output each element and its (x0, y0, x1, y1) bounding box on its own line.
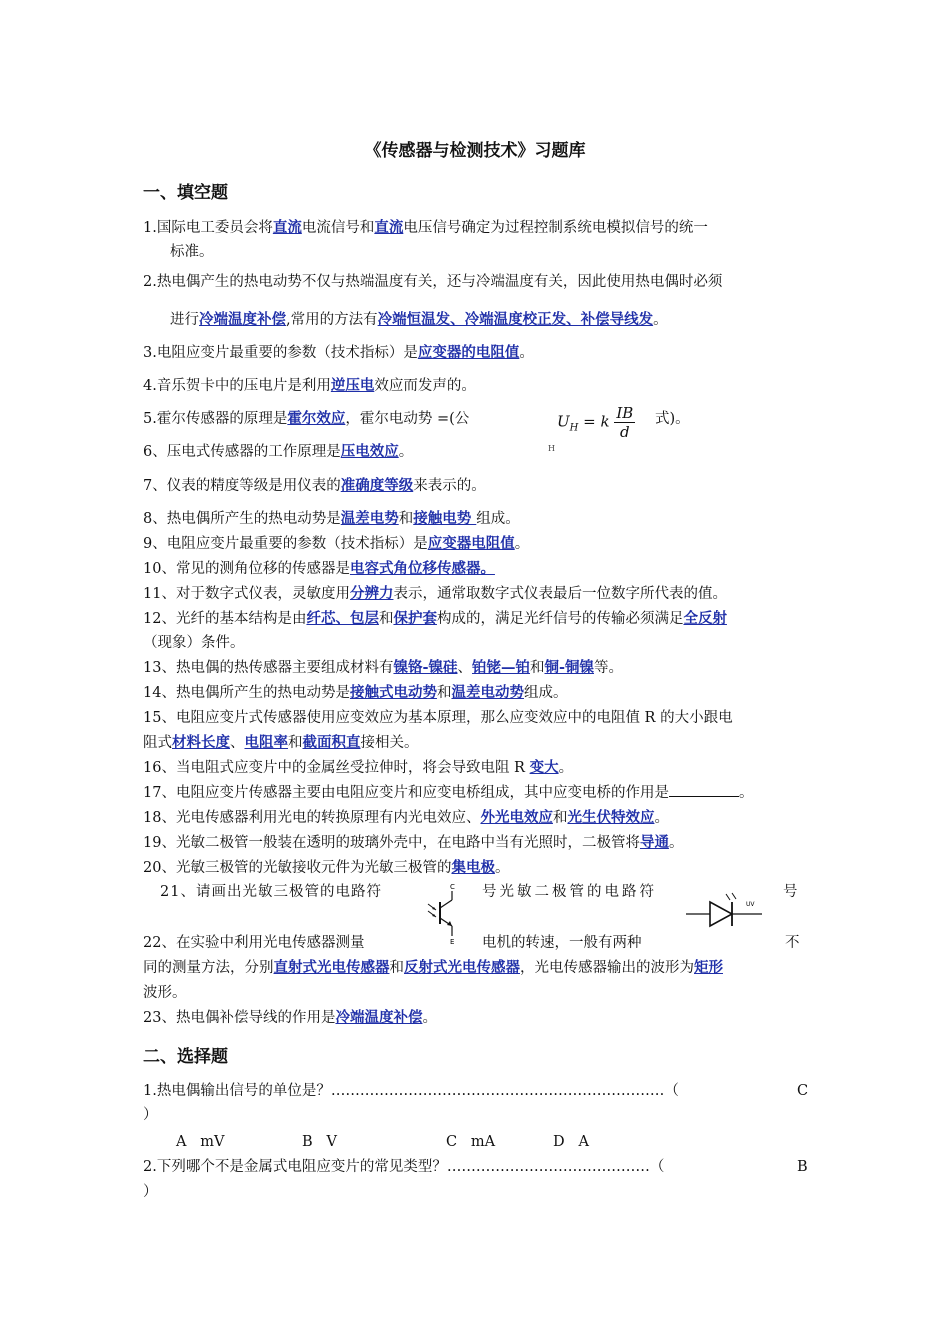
question-22-cont-2 (143, 981, 813, 1005)
q4-answer: 逆压电 (330, 377, 375, 394)
question-22 (143, 931, 813, 955)
phototransistor-emitter-label: E (450, 938, 455, 946)
q15-text-3: 、 (230, 735, 245, 751)
q13-answer-1: 镍铬-镍硅 (393, 659, 458, 676)
q15-text-2: 阻式 (143, 735, 172, 751)
formula-subscript: H (569, 422, 579, 434)
q5-text-2: ，霍尔电动势 =(公 (345, 411, 470, 427)
question-4 (143, 374, 813, 398)
c1-option-d: D A (553, 1134, 589, 1150)
q19-answer: 导通 (639, 834, 669, 851)
q9-text-2: 。 (514, 536, 530, 552)
q1-text-4: 标准。 (170, 244, 214, 260)
q2-text-3: ,常用的方法有 (286, 312, 378, 328)
q10-answer: 电容式角位移传感器。 (349, 560, 495, 577)
q5-answer: 霍尔效应 (287, 410, 346, 427)
question-12 (143, 607, 813, 631)
question-12-cont (143, 631, 813, 655)
q22-text-6: ，光电传感器输出的波形为 (520, 960, 694, 976)
q17-text-2: 。 (738, 785, 754, 801)
c1-option-a: A mV (176, 1134, 225, 1150)
q22-text-7: 波形。 (143, 985, 187, 1001)
q2-text: 2.热电偶产生的热电动势不仅与热端温度有关，还与冷端温度有关，因此使用热电偶时必须 (143, 274, 723, 290)
q18-text: 18、光电传感器利用光电的转换原理有内光电效应、 (143, 810, 481, 826)
q13-text-2: 、 (457, 660, 472, 676)
q1-text-2: 电流信号和 (301, 220, 375, 236)
question-10 (143, 557, 813, 581)
q9-text: 9、电阻应变片最重要的参数（技术指标）是 (143, 536, 428, 552)
q22-text-3: 不 (785, 935, 800, 951)
q11-answer: 分辨力 (349, 585, 394, 602)
q13-text-4: 等。 (594, 660, 624, 676)
c2-answer: B (797, 1159, 808, 1175)
q22-text-2: 电机的转速，一般有两种 (482, 935, 642, 951)
phototransistor-collector-label: C (450, 883, 455, 891)
question-20 (143, 856, 813, 880)
c2-close: ） (143, 1184, 158, 1200)
c1-option-c: C mA (446, 1134, 496, 1150)
photodiode-symbol (686, 890, 766, 936)
q14-text: 14、热电偶所产生的热电动势是 (143, 685, 350, 701)
question-8 (143, 507, 813, 531)
c1-question: 1.热电偶输出信号的单位是？……………………………………………………………（ (143, 1083, 679, 1099)
question-15-cont (143, 731, 813, 755)
q8-answer-2: 接触电势 (413, 510, 477, 527)
q23-text-2: 。 (422, 1010, 437, 1026)
q4-text: 4.音乐贺卡中的压电片是利用 (143, 378, 331, 394)
question-17 (143, 781, 813, 805)
q7-text-2: 来表示的。 (413, 478, 486, 494)
q21-text-2: 号光敏二极管的电路符 (482, 884, 657, 900)
q15-text-4: 和 (288, 735, 303, 751)
q2-text-4: 。 (653, 312, 668, 328)
q15-answer-1: 材料长度 (172, 734, 230, 751)
q12-answer-3: 全反射 (683, 610, 727, 627)
q11-text: 11、对于数字式仪表，灵敏度用 (143, 586, 350, 602)
q22-text-4: 同的测量方法，分别 (143, 960, 274, 976)
question-15 (143, 706, 813, 730)
question-7 (143, 474, 813, 498)
question-1-cont (170, 240, 840, 264)
q22-text: 22、在实验中利用光电传感器测量 (143, 935, 365, 951)
q18-text-3: 。 (654, 810, 669, 826)
q16-answer: 变大 (529, 759, 559, 776)
q18-answer-2: 光生伏特效应 (567, 809, 655, 826)
q2-answer-2: 冷端恒温发、冷端温度校正发、补偿导线发 (377, 311, 654, 328)
question-13 (143, 656, 813, 680)
q12-answer-1: 纤芯、包层 (306, 610, 379, 627)
question-18 (143, 806, 813, 830)
q15-answer-2: 电阻率 (244, 734, 288, 751)
q12-text-3: 构成的，满足光纤信号的传输必须满足 (436, 611, 684, 627)
q15-text-5: 接相关。 (360, 735, 419, 751)
q17-blank (669, 784, 739, 797)
q23-text: 23、热电偶补偿导线的作用是 (143, 1010, 336, 1026)
question-19 (143, 831, 813, 855)
q5-tiny-mark: H (548, 444, 555, 453)
question-1 (143, 216, 813, 240)
c1-answer: C (797, 1083, 809, 1099)
q8-text-2: 和 (398, 511, 414, 527)
q6-text-2: 。 (398, 444, 414, 460)
question-14 (143, 681, 813, 705)
q20-text: 20、光敏三极管的光敏接收元件为光敏三极管的 (143, 860, 452, 876)
q14-text-2: 和 (436, 685, 452, 701)
section-heading-fill-in: 一、填空题 (143, 183, 228, 203)
q14-answer-1: 接触式电动势 (349, 684, 437, 701)
q15-answer-3: 截面积直 (302, 734, 361, 751)
q5-text-3: 式)。 (655, 411, 690, 427)
q12-text: 12、光纤的基本结构是由 (143, 611, 307, 627)
q16-text-2: 。 (558, 760, 574, 776)
q13-answer-2: 铂铑—铂 (471, 659, 530, 676)
choice-1 (143, 1079, 813, 1103)
q12-text-4: （现象）条件。 (143, 635, 245, 651)
question-23 (143, 1006, 813, 1030)
q22-answer-2: 反射式光电传感器 (404, 959, 520, 976)
question-2 (143, 270, 813, 294)
q7-answer: 准确度等级 (340, 477, 414, 494)
q19-text-2: 。 (668, 835, 684, 851)
q13-text: 13、热电偶的热传感器主要组成材料有 (143, 660, 394, 676)
q21-text: 21、请画出光敏三极管的电路符 (160, 884, 382, 900)
formula-fraction (614, 404, 635, 441)
question-3 (143, 341, 813, 365)
q22-answer-1: 直射式光电传感器 (273, 959, 390, 976)
formula-lhs: U (557, 412, 570, 431)
question-11 (143, 582, 813, 606)
question-6 (143, 440, 813, 464)
q20-answer: 集电极 (451, 859, 495, 876)
q22-answer-3: 矩形 (694, 959, 723, 976)
q22-text-5: 和 (389, 960, 404, 976)
q7-text: 7、仪表的精度等级是用仪表的 (143, 478, 341, 494)
q19-text: 19、光敏二极管一般装在透明的玻璃外壳中，在电路中当有光照时，二极管将 (143, 835, 640, 851)
q6-text: 6、压电式传感器的工作原理是 (143, 444, 341, 460)
q12-text-2: 和 (378, 611, 394, 627)
q2-answer-1: 冷端温度补偿 (199, 311, 286, 328)
q8-text: 8、热电偶所产生的热电动势是 (143, 511, 341, 527)
q8-answer-1: 温差电势 (340, 510, 399, 527)
formula-numerator: IB (616, 404, 634, 422)
q12-answer-2: 保护套 (393, 610, 437, 627)
q1-answer-1: 直流 (272, 219, 302, 236)
section-heading-choice: 二、选择题 (143, 1047, 228, 1067)
q11-text-2: 表示，通常取数字式仪表最后一位数字所代表的值。 (393, 586, 727, 602)
q21-text-3: 号 (783, 884, 798, 900)
question-16 (143, 756, 813, 780)
q14-text-3: 组成。 (523, 685, 568, 701)
q1-text-3: 电压信号确定为过程控制系统电模拟信号的统一 (403, 220, 708, 236)
q5-text: 5.霍尔传感器的原理是 (143, 411, 288, 427)
q10-text: 10、常见的测角位移的传感器是 (143, 561, 350, 577)
c1-option-b: B V (302, 1134, 337, 1150)
q20-text-2: 。 (494, 860, 510, 876)
formula-eq: = k (578, 412, 610, 431)
q14-answer-2: 温差电动势 (451, 684, 524, 701)
question-22-cont (143, 956, 813, 980)
choice-2 (143, 1155, 813, 1179)
q18-answer-1: 外光电效应 (480, 809, 553, 826)
formula-denominator: d (620, 423, 630, 441)
q9-answer: 应变器电阻值 (427, 535, 515, 552)
question-2-cont (170, 308, 840, 332)
q6-answer: 压电效应 (340, 443, 399, 460)
q2-text-2: 进行 (170, 312, 199, 328)
q13-text-3: 和 (529, 660, 545, 676)
q3-text-2: 。 (519, 345, 534, 361)
c1-close: ） (143, 1107, 158, 1123)
q15-text: 15、电阻应变片式传感器使用应变效应为基本原理，那么应变效应中的电阻值 R 的大小跟电 (143, 710, 733, 726)
q17-text: 17、电阻应变片传感器主要由电阻应变片和应变电桥组成，其中应变电桥的作用是 (143, 785, 669, 801)
c2-question: 2.下列哪个不是金属式电阻应变片的常见类型？……………………………………（ (143, 1159, 665, 1175)
page-title: 《传感器与检测技术》习题库 (364, 141, 586, 161)
q13-answer-3: 铜-铜镍 (544, 659, 595, 676)
q23-answer: 冷端温度补偿 (335, 1009, 423, 1026)
question-9 (143, 532, 813, 556)
photodiode-uv-label: UV (746, 901, 755, 908)
q1-answer-2: 直流 (374, 219, 404, 236)
q18-text-2: 和 (552, 810, 568, 826)
q1-text: 1.国际电工委员会将 (143, 220, 273, 236)
q3-answer: 应变器的电阻值 (417, 344, 520, 361)
q3-text: 3.电阻应变片最重要的参数（技术指标）是 (143, 345, 418, 361)
q16-text: 16、当电阻式应变片中的金属丝受拉伸时，将会导致电阻 R (143, 760, 530, 776)
q4-text-2: 效应而发声的。 (374, 378, 476, 394)
hall-voltage-formula (557, 404, 635, 441)
q8-text-3: 组成。 (476, 511, 520, 527)
